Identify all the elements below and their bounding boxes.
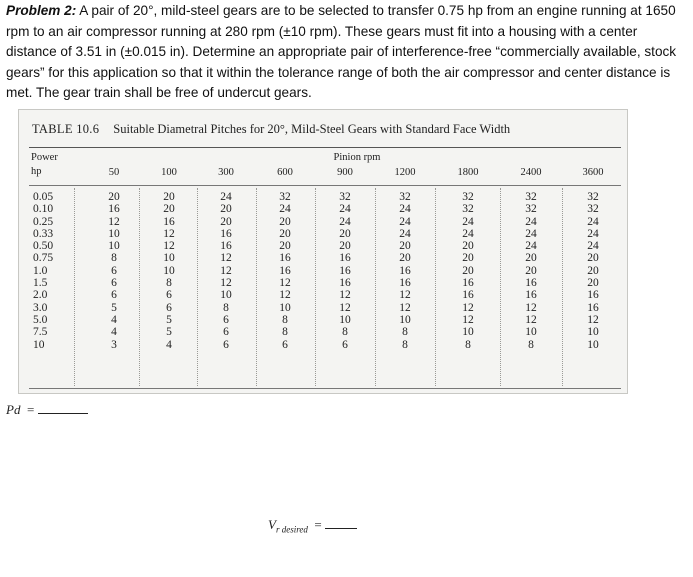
pitch-cell: 24 — [220, 191, 232, 203]
pitch-cell: 16 — [279, 264, 291, 277]
pitch-cell: 6 — [111, 264, 117, 277]
pitch-cell: 6 — [223, 338, 229, 351]
pitch-cell: 16 — [163, 215, 175, 228]
pitch-cell: 12 — [339, 289, 351, 302]
pitch-cell: 16 — [587, 289, 599, 302]
hp-value: 0.10 — [33, 203, 54, 216]
pitch-cell: 16 — [399, 277, 411, 290]
pitch-cell: 24 — [399, 203, 411, 216]
pitch-cell: 20 — [462, 240, 474, 253]
table-rule-mid — [29, 185, 621, 186]
pitch-cell: 24 — [399, 227, 411, 240]
pitch-cell: 12 — [399, 301, 411, 314]
hp-value: 5.0 — [33, 313, 48, 326]
pitch-cell: 10 — [108, 227, 120, 240]
pitch-cell: 6 — [166, 301, 172, 314]
rpm-header-900: 900 — [337, 167, 353, 178]
hp-value: 0.50 — [33, 240, 54, 253]
pitch-cell: 12 — [163, 240, 175, 253]
pitch-column-600 — [265, 191, 305, 351]
pitch-cell: 20 — [220, 203, 232, 216]
pitch-cell: 32 — [339, 191, 351, 203]
problem-label: Problem 2: — [6, 3, 77, 18]
pitch-cell: 12 — [163, 227, 175, 240]
hp-value: 7.5 — [33, 326, 48, 339]
pitch-cell: 5 — [166, 326, 172, 339]
pitch-cell: 10 — [163, 252, 175, 265]
pitch-cell: 20 — [525, 252, 537, 265]
pitch-cell: 24 — [279, 203, 291, 216]
table-title: Suitable Diametral Pitches for 20°, Mild-Steel Gears with Standard Face Width — [113, 122, 511, 136]
pitch-cell: 24 — [399, 215, 411, 228]
pinion-rpm-header: Pinion rpm — [333, 152, 381, 163]
table-rule-top — [29, 147, 621, 148]
pitch-cell: 16 — [525, 289, 537, 302]
column-divider — [315, 188, 316, 386]
pitch-cell: 20 — [462, 264, 474, 277]
pitch-cell: 32 — [462, 191, 474, 203]
pitch-cell: 8 — [223, 301, 229, 314]
pitch-cell: 6 — [111, 277, 117, 290]
pitch-column-1800 — [448, 191, 488, 351]
column-divider — [562, 188, 563, 386]
pitch-cell: 6 — [223, 313, 229, 326]
column-divider — [139, 188, 140, 386]
rpm-header-2400: 2400 — [520, 167, 542, 178]
table-number: TABLE 10.6 — [32, 122, 100, 136]
problem-text: A pair of 20°, mild-steel gears are to be selected to transfer 0.75 hp from an engine running at 1650 rpm to an air compressor running at 280 rpm (±10 rpm). These gears must fit into a housing with a center distance of 3.51 in (±0.015 in). Determine an appropriate pair of interference-free “commercially available, stock gears” for this application so that it within the tolerance range of both the air compressor and center distance is met. The gear train shall be free of undercut gears. — [6, 3, 677, 100]
vr-equals: = — [314, 517, 322, 532]
pitch-cell: 10 — [399, 313, 411, 326]
power-header: Power — [31, 152, 58, 163]
pitch-cell: 8 — [402, 338, 408, 351]
pitch-column-1200 — [385, 191, 425, 351]
pitch-cell: 24 — [525, 215, 537, 228]
pitch-cell: 12 — [462, 313, 474, 326]
hp-value: 0.75 — [33, 252, 54, 265]
pitch-cell: 16 — [462, 289, 474, 302]
pitch-column-50 — [94, 191, 134, 351]
pitch-cell: 12 — [108, 215, 120, 228]
pitch-cell: 16 — [587, 301, 599, 314]
pitch-cell: 20 — [399, 240, 411, 253]
pitch-cell: 20 — [587, 264, 599, 277]
pitch-cell: 20 — [163, 191, 175, 203]
pitch-cell: 20 — [339, 227, 351, 240]
vr-answer-line — [268, 517, 357, 535]
hp-column — [33, 191, 53, 351]
pitch-cell: 32 — [279, 191, 291, 203]
hp-value: 3.0 — [33, 301, 48, 314]
pitch-cell: 8 — [111, 252, 117, 265]
pitch-cell: 10 — [279, 301, 291, 314]
pitch-cell: 12 — [220, 277, 232, 290]
rpm-header-600: 600 — [277, 167, 293, 178]
pitch-cell: 32 — [587, 203, 599, 216]
hp-value: 0.05 — [33, 191, 54, 203]
pitch-cell: 8 — [465, 338, 471, 351]
pitch-cell: 16 — [399, 264, 411, 277]
pitch-cell: 32 — [462, 203, 474, 216]
pitch-cell: 8 — [342, 326, 348, 339]
pitch-cell: 32 — [587, 191, 599, 203]
pitch-cell: 6 — [282, 338, 288, 351]
pitch-cell: 20 — [163, 203, 175, 216]
rpm-header-1800: 1800 — [457, 167, 479, 178]
pitch-cell: 10 — [108, 240, 120, 253]
column-divider — [375, 188, 376, 386]
pitch-cell: 16 — [339, 264, 351, 277]
pitch-cell: 24 — [339, 215, 351, 228]
pitch-cell: 24 — [587, 215, 599, 228]
pd-blank[interactable] — [38, 403, 88, 414]
pitch-cell: 12 — [279, 289, 291, 302]
pitch-cell: 24 — [525, 240, 537, 253]
hp-value: 1.0 — [33, 264, 48, 277]
pitch-cell: 10 — [220, 289, 232, 302]
pitch-cell: 16 — [462, 277, 474, 290]
pitch-cell: 4 — [166, 338, 172, 351]
pitch-cell: 32 — [399, 191, 411, 203]
pitch-cell: 32 — [525, 191, 537, 203]
rpm-header-1200: 1200 — [394, 167, 416, 178]
column-divider — [500, 188, 501, 386]
pitch-cell: 10 — [163, 264, 175, 277]
pitch-cell: 20 — [399, 252, 411, 265]
pitch-cell: 20 — [587, 277, 599, 290]
hp-value: 0.33 — [33, 227, 54, 240]
vr-symbol: V — [268, 517, 276, 532]
pitch-cell: 6 — [166, 289, 172, 302]
hp-value: 10 — [33, 338, 45, 351]
problem-statement — [6, 1, 690, 104]
pitch-cell: 20 — [525, 264, 537, 277]
hp-value: 0.25 — [33, 215, 54, 228]
table-caption — [32, 122, 510, 137]
pitch-cell: 24 — [462, 215, 474, 228]
rpm-header-100: 100 — [161, 167, 177, 178]
pitch-cell: 12 — [339, 301, 351, 314]
pitch-cell: 16 — [220, 227, 232, 240]
pitch-cell: 4 — [111, 313, 117, 326]
pitch-cell: 16 — [279, 252, 291, 265]
table-rule-bottom — [29, 388, 621, 389]
pitch-cell: 8 — [528, 338, 534, 351]
pitch-column-100 — [149, 191, 189, 351]
pitch-cell: 10 — [587, 338, 599, 351]
pitch-cell: 12 — [525, 313, 537, 326]
pitch-cell: 24 — [339, 203, 351, 216]
column-divider — [74, 188, 75, 386]
pitch-cell: 20 — [587, 252, 599, 265]
vr-subscript: r desired — [275, 524, 308, 535]
pitch-cell: 6 — [111, 289, 117, 302]
pitch-cell: 12 — [525, 301, 537, 314]
pitch-column-2400 — [511, 191, 551, 351]
pitch-cell: 24 — [587, 240, 599, 253]
rpm-header-3600: 3600 — [582, 167, 604, 178]
pd-symbol: Pd — [6, 402, 21, 417]
pitch-cell: 20 — [462, 252, 474, 265]
pitch-cell: 20 — [279, 227, 291, 240]
vr-blank[interactable] — [325, 518, 357, 529]
pitch-column-3600 — [573, 191, 613, 351]
pitch-cell: 5 — [111, 301, 117, 314]
pitch-cell: 10 — [339, 313, 351, 326]
column-divider — [256, 188, 257, 386]
pitch-cell: 24 — [525, 227, 537, 240]
pitch-cell: 12 — [587, 313, 599, 326]
pitch-cell: 32 — [525, 203, 537, 216]
pitch-cell: 10 — [525, 326, 537, 339]
pitch-cell: 16 — [525, 277, 537, 290]
pitch-cell: 12 — [220, 252, 232, 265]
pitch-cell: 6 — [342, 338, 348, 351]
pitch-cell: 12 — [220, 264, 232, 277]
pitch-cell: 8 — [166, 277, 172, 290]
pitch-cell: 24 — [587, 227, 599, 240]
pitch-cell: 12 — [279, 277, 291, 290]
pitch-cell: 12 — [399, 289, 411, 302]
pd-equals: = — [26, 402, 35, 417]
hp-value: 2.0 — [33, 289, 48, 302]
pitch-cell: 4 — [111, 326, 117, 339]
pitch-cell: 16 — [220, 240, 232, 253]
pitch-cell: 8 — [282, 326, 288, 339]
pitch-cell: 10 — [587, 326, 599, 339]
pitch-cell: 3 — [111, 338, 117, 351]
pitch-column-300 — [206, 191, 246, 351]
pitch-cell: 20 — [339, 240, 351, 253]
hp-value: 1.5 — [33, 277, 48, 290]
rpm-header-50: 50 — [108, 167, 120, 178]
diametral-pitch-table — [18, 109, 628, 394]
pitch-cell: 16 — [339, 277, 351, 290]
pitch-cell: 12 — [462, 301, 474, 314]
pitch-cell: 5 — [166, 313, 172, 326]
pitch-cell: 6 — [223, 326, 229, 339]
pitch-cell: 24 — [462, 227, 474, 240]
pitch-cell: 20 — [279, 240, 291, 253]
hp-header: hp — [31, 166, 42, 177]
rpm-header-300: 300 — [218, 167, 234, 178]
pitch-column-900 — [325, 191, 365, 351]
column-divider — [435, 188, 436, 386]
pitch-cell: 20 — [279, 215, 291, 228]
pitch-cell: 16 — [108, 203, 120, 216]
pitch-cell: 10 — [462, 326, 474, 339]
column-divider — [197, 188, 198, 386]
pd-answer-line — [6, 402, 88, 418]
pitch-cell: 20 — [108, 191, 120, 203]
pitch-cell: 16 — [339, 252, 351, 265]
pitch-cell: 20 — [220, 215, 232, 228]
pitch-cell: 8 — [282, 313, 288, 326]
pitch-cell: 8 — [402, 326, 408, 339]
